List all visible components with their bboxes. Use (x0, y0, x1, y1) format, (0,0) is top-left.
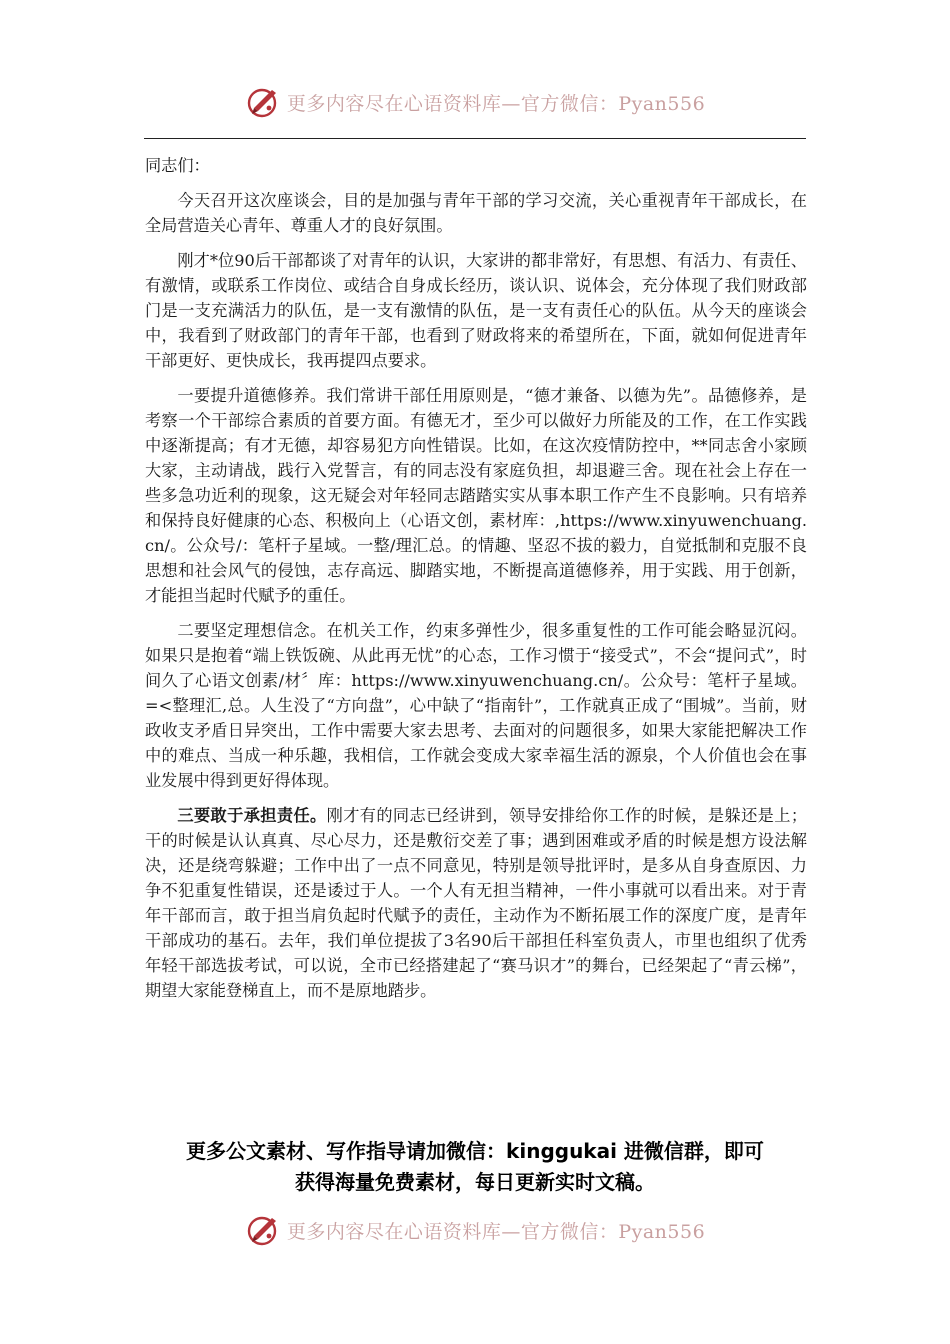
header-banner-text: 更多内容尽在心语资料库—官方微信：Pyan556 (286, 92, 706, 115)
paragraph-requirement-2 (145, 618, 807, 793)
header-banner-inner (245, 84, 705, 120)
paragraph-text: 一要提升道德修养。我们常讲干部任用原则是，“德才兼备、以德为先”。品德修养，是考察一个干部综合素质的首要方面。有德无才，至少可以做好力所能及的工作，在工作实践中逐渐提高；有才无德，却容易犯方向性错误。比如，在这次疫情防控中，**同志舍小家顾大家，主动请战，践行入党誓言，有的同志没有家庭负担，却退避三舍。现在社会上存在一些多急功近利的现象，这无疑会对年轻同志踏踏实实从事本职工作产生不良影响。只有培养和保持良好健康的心态、积极向上（心语文创，素材库：,https://www.xinyuwenchuang.cn/。公众号/：笔杆子星域。一整/理汇总。的情趣、坚忍不拔的毅力，自觉抵制和克服不良思想和社会风气的侵蚀，志存高远、脚踏实地，不断提高道德修养，用于实践、用于创新，才能担当起时代赋予的重任。 (145, 386, 807, 605)
paragraph-requirement-1 (145, 383, 807, 608)
promo-line-1: 更多公文素材、写作指导请加微信：kinggukai 进微信群，即可 (186, 1139, 764, 1163)
paragraph-text: 二要坚定理想信念。在机关工作，约束多弹性少，很多重复性的工作可能会略显沉闷。如果只是抱着“端上铁饭碗、从此再无忧”的心态，工作习惯于“接受式”，不会“提问式”，时间久了心语文创素/材〞库：https://www.xinyuwenchuang.cn/。公众号：笔杆子星域。=<整理汇,总。人生没了“方向盘”，心中缺了“指南针”，工作就真正成了“围城”。当前，财政收支矛盾日异突出，工作中需要大家去思考、去面对的问题很多，如果大家能把解决工作中的难点、当成一种乐趣，我相信，工作就会变成大家幸福生活的源泉，个人价值也会在事业发展中得到更好得体现。 (145, 621, 807, 790)
pen-logo-icon (245, 84, 281, 120)
promo-line-2: 获得海量免费素材，每日更新实时文稿。 (295, 1170, 655, 1194)
promo-notice (130, 1136, 820, 1198)
footer-banner-inner (245, 1212, 705, 1248)
footer-banner (0, 1210, 950, 1250)
paragraph-requirement-3 (145, 803, 807, 1003)
header-banner (0, 82, 950, 122)
paragraph-text: 今天召开这次座谈会，目的是加强与青年干部的学习交流，关心重视青年干部成长，在全局营造关心青年、尊重人才的良好氛围。 (145, 191, 807, 235)
paragraph-review (145, 248, 807, 373)
pen-logo-icon (245, 1212, 281, 1248)
salutation: 同志们： (145, 156, 210, 175)
header-divider (144, 138, 806, 139)
paragraph-lead-bold: 三要敢于承担责任。 (177, 806, 327, 825)
document-body (145, 153, 807, 1013)
paragraph-text: 刚才有的同志已经讲到，领导安排给你工作的时候，是躲还是上；干的时候是认认真真、尽心尽力，还是敷衍交差了事；遇到困难或矛盾的时候是想方设法解决，还是绕弯躲避；工作中出了一点不同意见，特别是领导批评时，是多从自身查原因、力争不犯重复性错误，还是诿过于人。一个人有无担当精神，一件小事就可以看出来。对于青年干部而言，敢于担当肩负起时代赋予的责任，主动作为不断拓展工作的深度广度，是青年干部成功的基石。去年，我们单位提拔了3名90后干部担任科室负责人，市里也组织了优秀年轻干部选拔考试，可以说，全市已经搭建起了“赛马识才”的舞台，已经架起了“青云梯”，期望大家能登梯直上，而不是原地踏步。 (145, 806, 808, 1000)
paragraph-opening (145, 188, 807, 238)
footer-banner-text: 更多内容尽在心语资料库—官方微信：Pyan556 (286, 1220, 706, 1243)
paragraph-text: 刚才*位90后干部都谈了对青年的认识，大家讲的都非常好，有思想、有活力、有责任、有激情，或联系工作岗位、或结合自身成长经历，谈认识、说体会，充分体现了我们财政部门是一支充满活力的队伍，是一支有激情的队伍，是一支有责任心的队伍。从今天的座谈会中，我看到了财政部门的青年干部，也看到了财政将来的希望所在，下面，就如何促进青年干部更好、更快成长，我再提四点要求。 (145, 251, 807, 370)
